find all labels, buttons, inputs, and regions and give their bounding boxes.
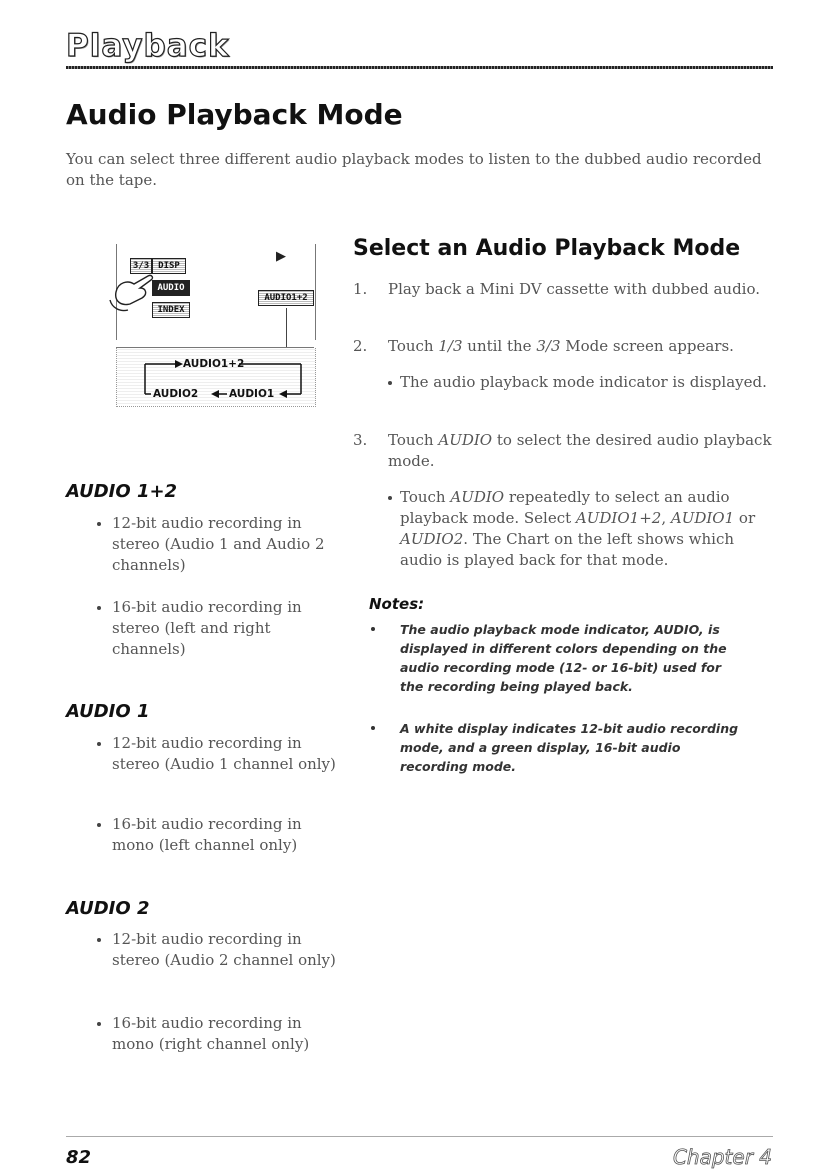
intro-paragraph: You can select three different audio playback modes to listen to the dubbed audio recorded on the tape. — [66, 150, 762, 189]
chart-label-audio1: AUDIO1 — [229, 388, 275, 400]
list-item: 12-bit audio recording in stereo (Audio 1 and Audio 2 channels) — [112, 513, 342, 576]
page-number: 82 — [66, 1147, 92, 1168]
audio-mode-chart — [116, 348, 316, 407]
chart-label-audio2: AUDIO2 — [153, 388, 199, 400]
subhead-audio2: AUDIO 2 — [66, 898, 150, 919]
index-button[interactable]: INDEX — [152, 302, 190, 318]
right-heading: Select an Audio Playback Mode — [353, 236, 741, 261]
indicator-leader-line — [286, 308, 287, 348]
cycle-arrows-icon — [117, 348, 315, 406]
disp-button[interactable]: DISP — [152, 258, 186, 274]
header-rule — [66, 66, 773, 69]
list-item: The audio playback mode indicator is displayed. — [400, 372, 770, 393]
page-title: Audio Playback Mode — [66, 98, 403, 131]
notes-heading: Notes: — [369, 595, 425, 613]
list-item: 16-bit audio recording in mono (left channel only) — [112, 814, 342, 856]
list-item: 16-bit audio recording in mono (right channel only) — [112, 1013, 342, 1055]
step-number: 1. — [353, 280, 368, 298]
chart-label-audio12: AUDIO1+2 — [183, 358, 245, 370]
note-item: The audio playback mode indicator, AUDIO, is displayed in different colors depending on the audio recording mode (12- or 16-bit) used for the recording being played back. — [400, 620, 740, 696]
subhead-audio12: AUDIO 1+2 — [66, 481, 178, 502]
mode-button[interactable]: 3/3 — [130, 258, 152, 274]
play-icon: ▶ — [276, 249, 286, 264]
audio-button[interactable]: AUDIO — [152, 280, 190, 296]
section-header: Playback — [66, 28, 230, 64]
note-item: A white display indicates 12-bit audio recording mode, and a green display, 16-bit audio recording mode. — [400, 721, 739, 774]
pointing-hand-icon — [108, 270, 158, 314]
step-text: Touch AUDIO to select the desired audio playback mode. — [388, 431, 772, 470]
step-text: Touch 1/3 until the 3/3 Mode screen appears. — [388, 337, 734, 355]
list-item: 12-bit audio recording in stereo (Audio 1 channel only) — [112, 733, 342, 775]
chapter-label: Chapter 4 — [672, 1145, 772, 1169]
list-item: Touch AUDIO repeatedly to select an audio playback mode. Select AUDIO1+2, AUDIO1 or AUDIO2. The Chart on the left shows which audio is played back for that mode. — [400, 487, 770, 571]
list-item: 12-bit audio recording in stereo (Audio 2 channel only) — [112, 929, 342, 971]
subhead-audio1: AUDIO 1 — [66, 701, 150, 722]
step-number: 3. — [353, 431, 368, 449]
step-text: Play back a Mini DV cassette with dubbed audio. — [388, 280, 760, 298]
step-number: 2. — [353, 337, 368, 355]
footer-rule — [66, 1136, 773, 1137]
list-item: 16-bit audio recording in stereo (left and right channels) — [112, 597, 342, 660]
audio-indicator: AUDIO1+2 — [258, 290, 314, 306]
audio-mode-figure — [116, 244, 316, 404]
